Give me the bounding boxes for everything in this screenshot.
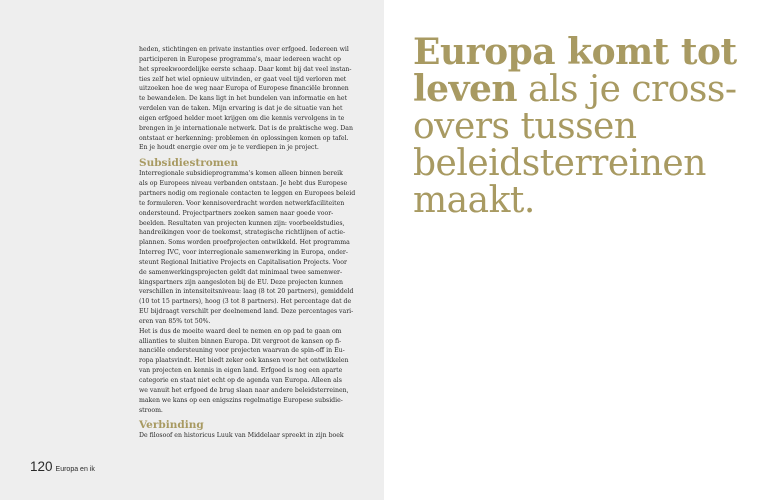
subheading-verbinding: Verbinding [139,419,204,432]
page-footer [30,458,95,476]
running-footer-title: Europa en ik [55,466,95,473]
body-column [139,45,361,441]
pull-quote-rest: als je cross-overs tussen beleidsterreinen maakt. [413,69,737,221]
body-paragraph-allianties: Het is dus de moeite waard deel te nemen en op pad te gaan om allianties te sluiten binnen Europa. Dit vergroot de kansen op fi- nanciële ondersteuning voor projecten waarvan de spin-off in Eu- ropa plaatsvindt. Het biedt zeker ook kansen voor het ontwikkelen van projecten en kennis in eigen land. Erfgoed is nog een aparte categorie en staat niet echt op de agenda van Europa. Alleen als we vanuit het erfgoed de brug slaan naar andere beleidsterreinen, maken we kans op een enigszins regelmatige Europese subsidie- stroom. [139,327,349,414]
body-paragraph-intro: heden, stichtingen en private instanties over erfgoed. Iedereen wil participeren in Europese programma's, maar iedereen wacht op het spreekwoordelijke eerste schaap. Daar komt bij dat veel instan- ties zelf het wiel opnieuw uitvinden, er gaat veel tijd verloren met uitzoeken hoe de weg naar Europa of Europese financiële bronnen te bewandelen. De kans ligt in het bundelen van informatie en het verdelen van de taken. Mijn ervaring is dat je de situatie van het eigen erfgoed helder moet krijgen om die kennis vervolgens in te brengen in je internationale netwerk. Dat is de praktische weg. Dan ontstaat er herkenning: problemen én oplossingen komen op tafel. En je houdt energie over om je te verdiepen in je project. [139,46,353,152]
pull-quote [413,31,753,221]
subheading-subsidiestromen: Subsidiestromen [139,157,239,170]
page-number: 120 [30,459,53,474]
pull-quote-bold: Europa komt tot leven [413,31,737,110]
body-paragraph-subsidies: Interregionale subsidieprogramma's komen alleen binnen bereik als op Europees niveau verbanden ontstaan. Je hebt dus Europese partners nodig om regionale contacten te leggen en Europees beleid te formuleren. Voor kennisoverdracht worden netwerkfaciliteiten ondersteund. Projectpartners zoeken samen naar goede voor- beelden. Resultaten van projecten kunnen zijn: voorbeeldstudies, handreikingen voor de toekomst, strategische richtlijnen of actie- plannen. Soms worden proefprojecten ontwikkeld. Het programma Interreg IVC, voor interregionale samenwerking in Europa, onder- steunt Regional Initiative Projects en Capitalisation Projects. Voor de samenwerkingsprojecten geldt dat minimaal twee samenwer- kingspartners zijn aangesloten bij de EU. Deze projecten kunnen verschillen in intensiteitsniveau: laag (8 tot 20 partners), gemiddeld (10 tot 15 partners), hoog (3 tot 8 partners). Het percentage dat de EU bijdraagt verschilt per deelnemend land. Deze percentages vari- eren van 85% tot 50%. [139,170,356,325]
body-paragraph-verbinding: De filosoof en historicus Luuk van Middelaar spreekt in zijn boek [139,432,344,440]
